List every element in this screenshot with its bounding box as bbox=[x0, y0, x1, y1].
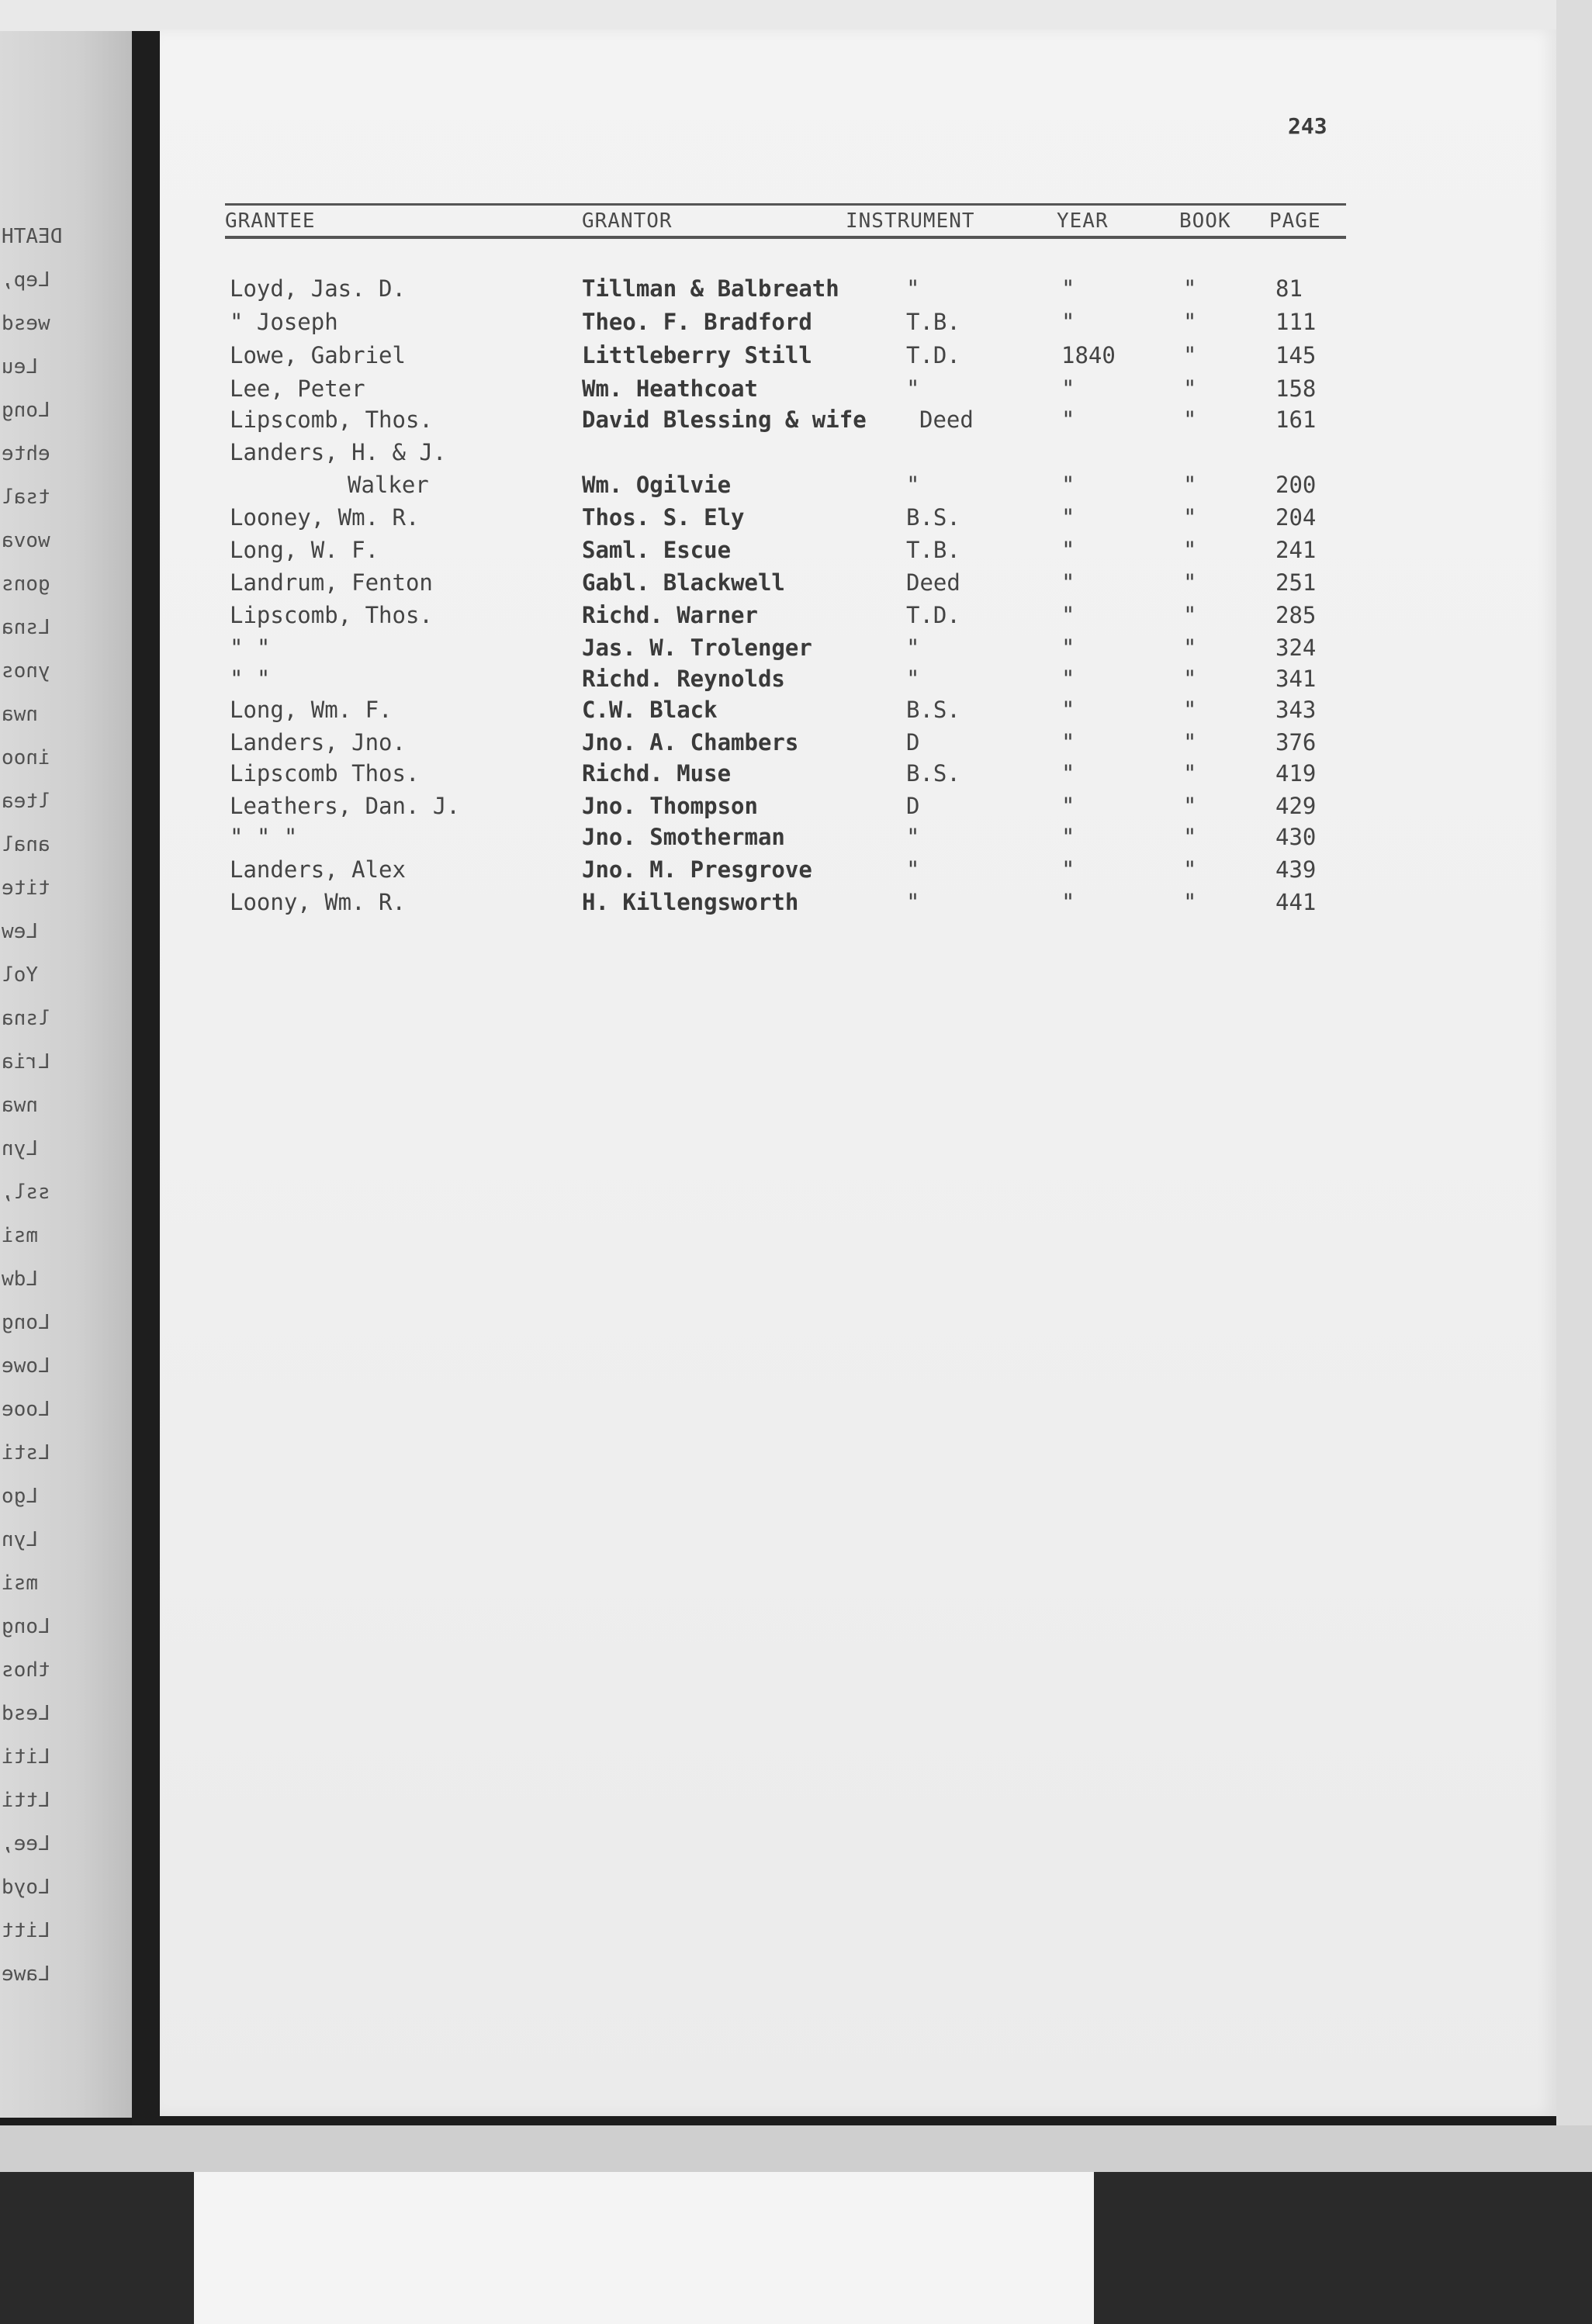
grantee-cell: Lipscomb Thos. bbox=[230, 760, 420, 787]
adjacent-page-left bbox=[0, 31, 132, 2118]
grantee-cell: Lowe, Gabriel bbox=[230, 342, 406, 368]
left-page-fragment: nwa bbox=[2, 1094, 38, 1117]
instrument-cell: B.S. bbox=[906, 760, 960, 787]
grantee-cell: Looney, Wm. R. bbox=[230, 504, 420, 531]
instrument-cell: " bbox=[906, 824, 920, 850]
left-page-fragment: Ldw bbox=[2, 1267, 38, 1291]
page-cell: 161 bbox=[1275, 406, 1317, 433]
instrument-cell: D bbox=[906, 729, 920, 756]
instrument-cell: B.S. bbox=[906, 504, 960, 531]
year-cell: " bbox=[1061, 729, 1075, 756]
year-cell: " bbox=[1061, 406, 1075, 433]
page-number: 243 bbox=[1288, 113, 1327, 139]
grantor-cell: Theo. F. Bradford bbox=[582, 309, 812, 335]
year-cell: " bbox=[1061, 856, 1075, 883]
page-cell: 376 bbox=[1275, 729, 1317, 756]
year-cell: " bbox=[1061, 472, 1075, 498]
left-page-fragment: inoo bbox=[2, 746, 50, 769]
instrument-cell: " bbox=[906, 635, 920, 661]
grantee-cell: " " bbox=[230, 666, 271, 692]
book-cell: " bbox=[1183, 793, 1197, 819]
page-cell: 241 bbox=[1275, 537, 1317, 563]
book-cell: " bbox=[1183, 856, 1197, 883]
year-cell: " bbox=[1061, 666, 1075, 692]
left-page-fragment: anal bbox=[2, 833, 50, 856]
column-header-grantee: GRANTEE bbox=[225, 209, 316, 233]
page-cell: 343 bbox=[1275, 697, 1317, 723]
left-page-fragment: Yol bbox=[2, 963, 38, 987]
year-cell: " bbox=[1061, 537, 1075, 563]
year-cell: " bbox=[1061, 504, 1075, 531]
grantor-cell: Richd. Muse bbox=[582, 760, 732, 787]
page-cell: 324 bbox=[1275, 635, 1317, 661]
left-page-fragment: Long bbox=[2, 1615, 50, 1638]
grantor-cell: Saml. Escue bbox=[582, 537, 732, 563]
left-page-fragment: Lee, bbox=[2, 1832, 50, 1855]
column-header-year: YEAR bbox=[1057, 209, 1109, 233]
page-cell: 204 bbox=[1275, 504, 1317, 531]
header-rule-top bbox=[225, 203, 1346, 206]
book-binding bbox=[132, 31, 160, 2125]
instrument-cell: " bbox=[906, 375, 920, 402]
year-cell: " bbox=[1061, 602, 1075, 628]
book-cell: " bbox=[1183, 309, 1197, 335]
book-cell: " bbox=[1183, 760, 1197, 787]
left-page-fragment: Lsna bbox=[2, 616, 50, 639]
year-cell: " bbox=[1061, 635, 1075, 661]
grantee-cell: Loony, Wm. R. bbox=[230, 889, 406, 915]
left-page-fragment: ynos bbox=[2, 659, 50, 683]
left-page-fragment: nwa bbox=[2, 703, 38, 726]
page-cell: 439 bbox=[1275, 856, 1317, 883]
left-page-fragment: Lew bbox=[2, 920, 38, 943]
left-page-fragment: Lesd bbox=[2, 1702, 50, 1725]
instrument-cell: Deed bbox=[919, 406, 974, 433]
grantor-cell: Jno. M. Presgrove bbox=[582, 856, 812, 883]
grantor-cell: Littleberry Still bbox=[582, 342, 812, 368]
instrument-cell: " bbox=[906, 889, 920, 915]
left-page-fragment: Lria bbox=[2, 1050, 50, 1074]
left-page-fragment: Lawe bbox=[2, 1963, 50, 1986]
left-page-fragment: ssl, bbox=[2, 1181, 50, 1204]
year-cell: " bbox=[1061, 309, 1075, 335]
grantee-cell: Lipscomb, Thos. bbox=[230, 406, 433, 433]
grantee-cell: Loyd, Jas. D. bbox=[230, 275, 406, 302]
left-page-fragment: Lep, bbox=[2, 268, 50, 292]
grantee-cell: Leathers, Dan. J. bbox=[230, 793, 460, 819]
instrument-cell: " bbox=[906, 472, 920, 498]
instrument-cell: B.S. bbox=[906, 697, 960, 723]
left-page-fragment: Liti bbox=[2, 1745, 50, 1769]
book-cell: " bbox=[1183, 537, 1197, 563]
book-cell: " bbox=[1183, 275, 1197, 302]
grantor-cell: Jno. Smotherman bbox=[582, 824, 785, 850]
left-page-fragment: msi bbox=[2, 1572, 38, 1595]
grantor-cell: Jno. Thompson bbox=[582, 793, 758, 819]
instrument-cell: " bbox=[906, 275, 920, 302]
grantee-cell: " Joseph bbox=[230, 309, 338, 335]
year-cell: " bbox=[1061, 889, 1075, 915]
left-page-fragment: tite bbox=[2, 877, 50, 900]
book-cell: " bbox=[1183, 729, 1197, 756]
book-cell: " bbox=[1183, 824, 1197, 850]
grantee-cell: Long, Wm. F. bbox=[230, 697, 393, 723]
year-cell: " bbox=[1061, 697, 1075, 723]
book-cell: " bbox=[1183, 635, 1197, 661]
left-page-fragment: DEATH bbox=[2, 225, 63, 248]
page-cell: 111 bbox=[1275, 309, 1317, 335]
page-cell: 429 bbox=[1275, 793, 1317, 819]
page-cell: 441 bbox=[1275, 889, 1317, 915]
year-cell: " bbox=[1061, 275, 1075, 302]
left-page-fragment: msi bbox=[2, 1224, 38, 1247]
left-page-fragment: Long bbox=[2, 1311, 50, 1334]
column-header-instrument: INSTRUMENT bbox=[846, 209, 975, 233]
page-cell: 200 bbox=[1275, 472, 1317, 498]
grantor-cell: David Blessing & wife bbox=[582, 406, 867, 433]
left-page-fragment: Litt bbox=[2, 1919, 50, 1942]
left-page-fragment: Leu bbox=[2, 355, 38, 379]
left-page-fragment: Ltti bbox=[2, 1789, 50, 1812]
left-page-fragment: Lyn bbox=[2, 1137, 38, 1160]
left-page-fragment: lsna bbox=[2, 1007, 50, 1030]
book-cell: " bbox=[1183, 569, 1197, 596]
year-cell: " bbox=[1061, 760, 1075, 787]
column-header-book: BOOK bbox=[1179, 209, 1231, 233]
year-cell: " bbox=[1061, 569, 1075, 596]
page-cell: 419 bbox=[1275, 760, 1317, 787]
book-cell: " bbox=[1183, 504, 1197, 531]
instrument-cell: Deed bbox=[906, 569, 960, 596]
book-cell: " bbox=[1183, 342, 1197, 368]
page-cell: 158 bbox=[1275, 375, 1317, 402]
book-cell: " bbox=[1183, 666, 1197, 692]
left-page-fragment: Lsti bbox=[2, 1441, 50, 1465]
grantor-cell: Thos. S. Ely bbox=[582, 504, 745, 531]
left-page-fragment: ltea bbox=[2, 790, 50, 813]
book-cell: " bbox=[1183, 697, 1197, 723]
instrument-cell: T.D. bbox=[906, 342, 960, 368]
year-cell: " bbox=[1061, 375, 1075, 402]
left-page-fragment: ehte bbox=[2, 442, 50, 465]
instrument-cell: T.B. bbox=[906, 309, 960, 335]
grantee-cell: Landers, Alex bbox=[230, 856, 406, 883]
left-page-fragment: thos bbox=[2, 1658, 50, 1682]
grantor-cell: C.W. Black bbox=[582, 697, 718, 723]
page-cell: 81 bbox=[1275, 275, 1303, 302]
grantor-cell: Gabl. Blackwell bbox=[582, 569, 785, 596]
grantee-cell: Landrum, Fenton bbox=[230, 569, 433, 596]
left-page-fragment: Loyd bbox=[2, 1876, 50, 1899]
grantor-cell: H. Killengsworth bbox=[582, 889, 799, 915]
grantee-cell: Long, W. F. bbox=[230, 537, 379, 563]
year-cell: " bbox=[1061, 824, 1075, 850]
scanner-right-edge bbox=[1556, 0, 1592, 2125]
header-rule-bottom bbox=[225, 236, 1346, 239]
left-page-fragment: Looe bbox=[2, 1398, 50, 1421]
page-cell: 430 bbox=[1275, 824, 1317, 850]
instrument-cell: " bbox=[906, 666, 920, 692]
page-cell: 341 bbox=[1275, 666, 1317, 692]
grantor-cell: Wm. Ogilvie bbox=[582, 472, 732, 498]
grantor-cell: Richd. Reynolds bbox=[582, 666, 785, 692]
page-cell: 285 bbox=[1275, 602, 1317, 628]
book-cell: " bbox=[1183, 406, 1197, 433]
book-cell: " bbox=[1183, 889, 1197, 915]
left-page-fragment: tsal bbox=[2, 486, 50, 509]
instrument-cell: T.D. bbox=[906, 602, 960, 628]
grantee-cell: Landers, Jno. bbox=[230, 729, 406, 756]
grantee-cell: " " " bbox=[230, 824, 298, 850]
instrument-cell: T.B. bbox=[906, 537, 960, 563]
left-page-fragment: Long bbox=[2, 399, 50, 422]
instrument-cell: " bbox=[906, 856, 920, 883]
left-page-fragment: Lowe bbox=[2, 1354, 50, 1378]
grantor-cell: Wm. Heathcoat bbox=[582, 375, 758, 402]
grantee-cell: Walker bbox=[348, 472, 429, 498]
left-page-fragment: Lyn bbox=[2, 1528, 38, 1551]
instrument-cell: D bbox=[906, 793, 920, 819]
grantor-cell: Richd. Warner bbox=[582, 602, 758, 628]
book-cell: " bbox=[1183, 375, 1197, 402]
page-cell: 145 bbox=[1275, 342, 1317, 368]
column-header-page: PAGE bbox=[1269, 209, 1321, 233]
grantee-cell: Lee, Peter bbox=[230, 375, 365, 402]
grantor-cell: Tillman & Balbreath bbox=[582, 275, 839, 302]
column-header-grantor: GRANTOR bbox=[582, 209, 673, 233]
book-cell: " bbox=[1183, 602, 1197, 628]
left-page-fragment: Lgo bbox=[2, 1485, 38, 1508]
year-cell: " bbox=[1061, 793, 1075, 819]
book-cell: " bbox=[1183, 472, 1197, 498]
grantor-cell: Jno. A. Chambers bbox=[582, 729, 799, 756]
left-page-fragment: wova bbox=[2, 529, 50, 552]
grantee-cell: Landers, H. & J. bbox=[230, 439, 447, 465]
grantee-cell: Lipscomb, Thos. bbox=[230, 602, 433, 628]
left-page-fragment: wesd bbox=[2, 312, 50, 335]
year-cell: 1840 bbox=[1061, 342, 1116, 368]
scanner-bottom-edge bbox=[0, 2125, 1592, 2172]
scanner-bottom-paper bbox=[194, 2172, 1094, 2324]
page-cell: 251 bbox=[1275, 569, 1317, 596]
grantor-cell: Jas. W. Trolenger bbox=[582, 635, 812, 661]
left-page-fragment: gons bbox=[2, 572, 50, 596]
grantee-cell: " " bbox=[230, 635, 271, 661]
